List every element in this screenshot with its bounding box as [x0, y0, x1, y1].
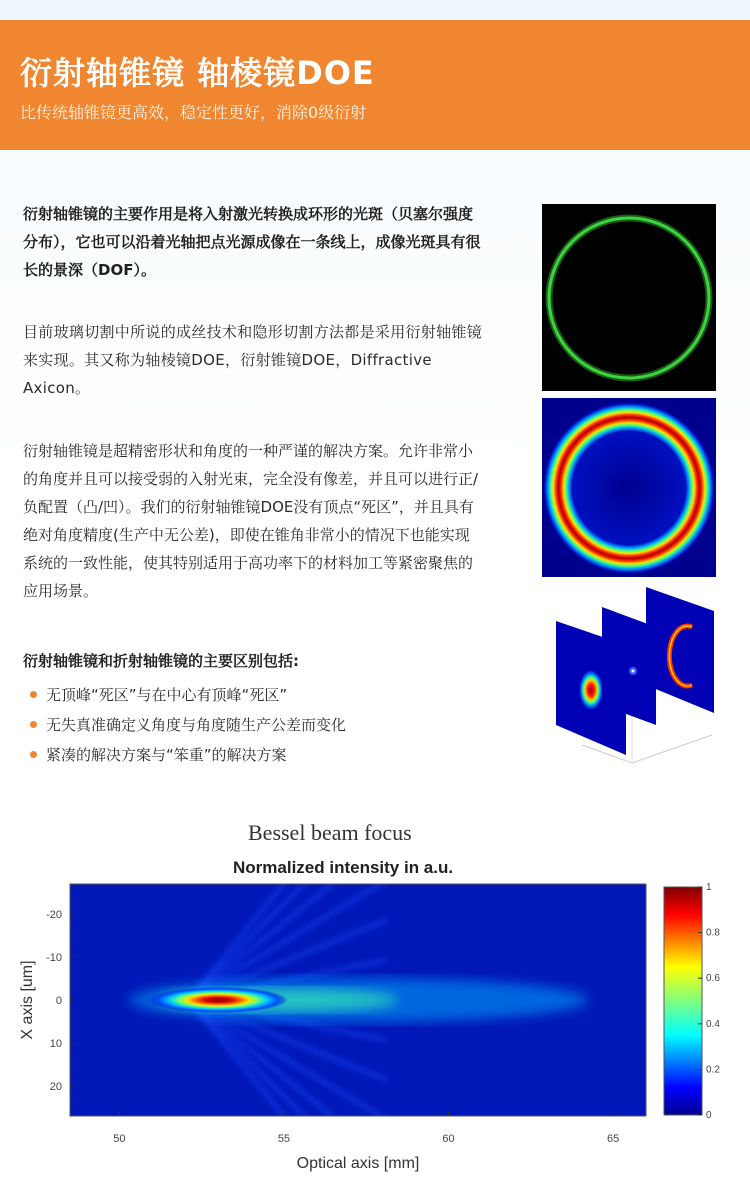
page-subtitle: 比传统轴锥镜更高效，稳定性更好，消除0级衍射 — [20, 103, 367, 122]
y-axis-label: X axis [um] — [19, 960, 36, 1040]
differences-list — [30, 680, 346, 770]
colorbar-tick-label: 0 — [706, 1110, 712, 1121]
x-axis-label: Optical axis [mm] — [296, 1155, 420, 1172]
list-item-text: 无顶峰“死区”与在中心有顶峰“死区” — [46, 686, 288, 704]
x-tick-label: 60 — [442, 1133, 455, 1145]
bullet-dot — [30, 721, 37, 728]
chart-title: Bessel beam focus — [248, 820, 412, 845]
page-title: 衍射轴锥镜 轴棱镜DOE — [20, 54, 375, 92]
colorbar-tick-label: 0.4 — [706, 1018, 720, 1030]
y-tick-label: 10 — [49, 1037, 62, 1050]
top-strip — [0, 0, 750, 20]
bullet-dot — [30, 691, 37, 698]
list-item-text: 无失真准确定义角度与角度随生产公差而变化 — [46, 716, 347, 734]
propagation-3d-image — [542, 585, 716, 767]
y-tick-label: -20 — [46, 909, 62, 922]
list-item — [30, 680, 346, 710]
header-banner — [0, 20, 750, 150]
y-tick-label: 0 — [55, 995, 62, 1007]
y-tick-label: -10 — [46, 952, 62, 965]
colorbar-tick-label: 0.6 — [706, 973, 720, 985]
intro-paragraph: 衍射轴锥镜的主要作用是将入射激光转换成环形的光斑（贝塞尔强度分布），它也可以沿着光轴把点光源成像在一条线上，成像光斑具有很长的景深（DOF）。 — [23, 205, 481, 279]
x-tick-label: 50 — [113, 1133, 126, 1145]
colorbar-tick-label: 0.8 — [706, 927, 720, 939]
list-item-text: 紧凑的解决方案与“笨重”的解决方案 — [46, 746, 287, 764]
intensity-ring-image — [542, 398, 716, 577]
colorbar-tick-label: 0.2 — [706, 1064, 720, 1076]
chart-subtitle: Normalized intensity in a.u. — [233, 858, 454, 877]
x-tick-label: 55 — [277, 1133, 291, 1145]
colorbar-tick-label: 1 — [706, 882, 712, 893]
list-item — [30, 710, 346, 740]
green-ring-image — [542, 204, 716, 391]
colorbar — [664, 887, 702, 1115]
list-item — [30, 740, 346, 770]
bessel-chart — [0, 810, 750, 1192]
differences-title: 衍射轴锥镜和折射轴锥镜的主要区别包括: — [23, 652, 300, 670]
y-tick-label: 20 — [49, 1080, 62, 1093]
technology-paragraph: 目前玻璃切割中所说的成丝技术和隐形切割方法都是采用衍射轴锥镜来实现。其又称为轴棱镜DOE，衍射锥镜DOE，Diffractive Axicon。 — [23, 323, 483, 397]
beam-peak — [148, 987, 288, 1013]
bullet-dot — [30, 751, 37, 758]
x-tick-label: 65 — [606, 1133, 620, 1145]
heatmap-field — [128, 810, 588, 1192]
solution-paragraph: 衍射轴锥镜是超精密形状和角度的一种严谨的解决方案。允许非常小的角度并且可以接受弱的入射光束，完全没有像差，并且可以进行正/负配置（凸/凹）。我们的衍射轴锥镜DOE没有顶点“死区”，并且具有绝对角度精度(生产中无公差)，即使在锥角非常小的情况下也能实现系统的一致性能，使其特别适用于高功率下的材料加工等紧密聚焦的应用场景。 — [23, 442, 479, 600]
